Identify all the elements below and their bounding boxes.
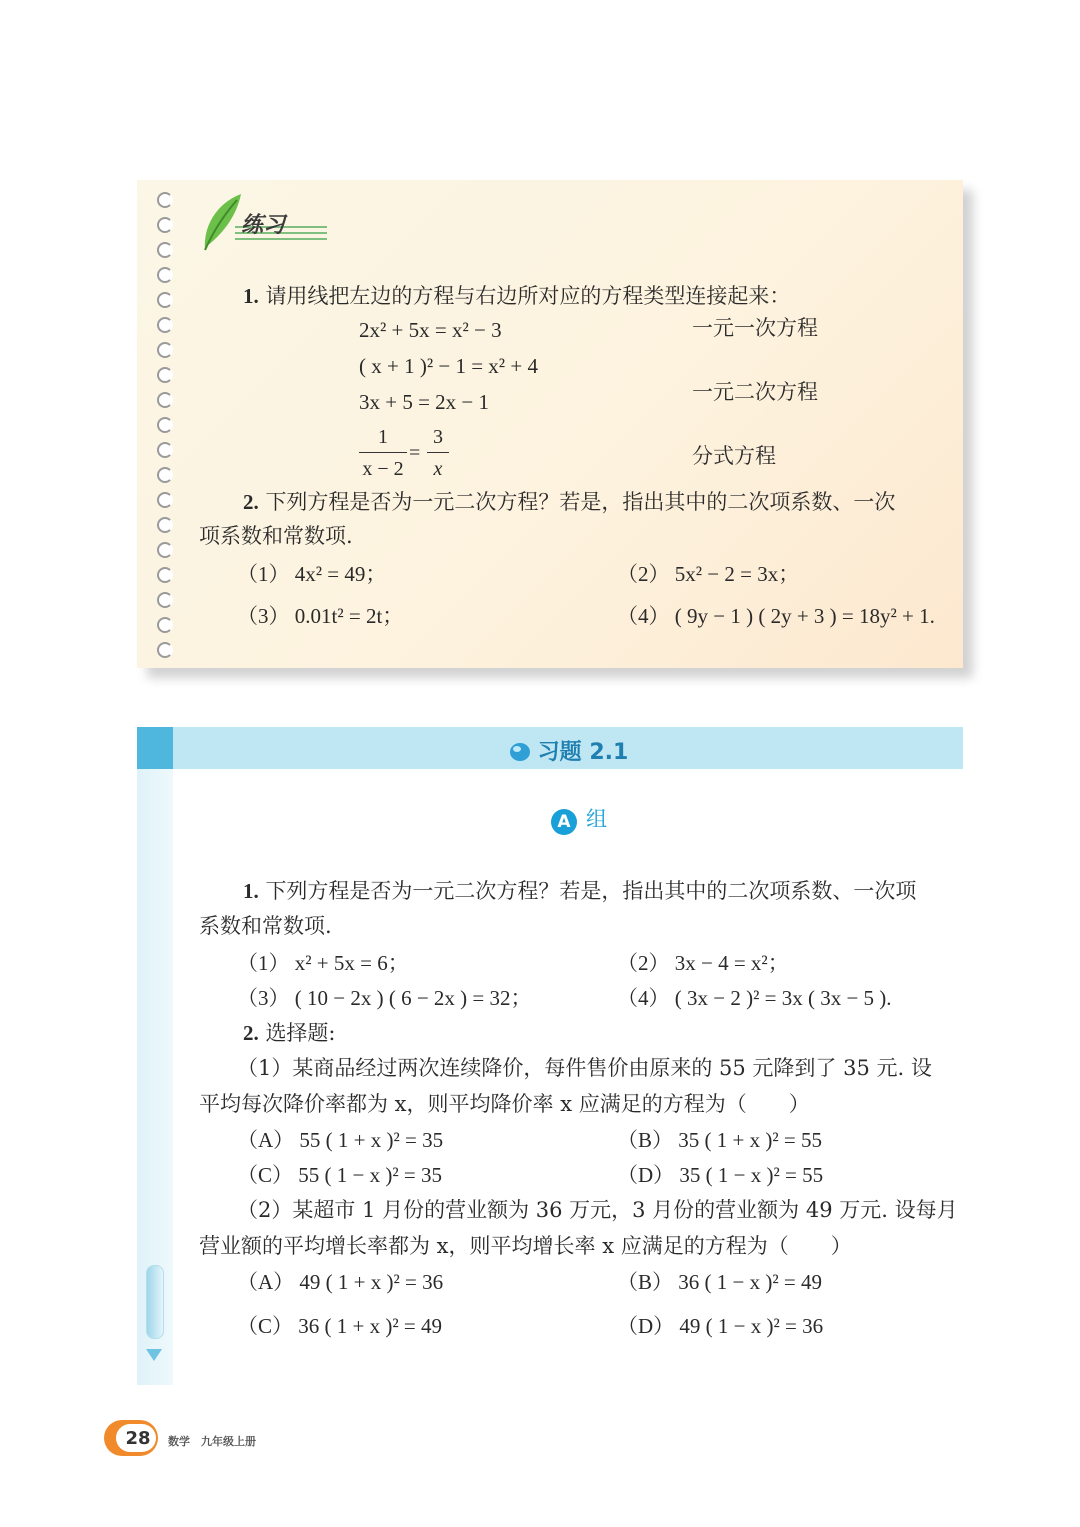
group-heading bbox=[551, 803, 607, 835]
exercise-q1 bbox=[243, 881, 916, 902]
binder-ring bbox=[157, 192, 173, 208]
binder-ring bbox=[157, 517, 173, 533]
binder-ring bbox=[157, 417, 173, 433]
question-text: 选择题: bbox=[265, 1021, 336, 1045]
exercise-title-text: 习题 2.1 bbox=[537, 740, 629, 765]
fraction-numerator: 3 bbox=[433, 426, 443, 448]
question-number: 2. bbox=[243, 490, 259, 514]
practice-q2 bbox=[243, 492, 895, 513]
binder-ring bbox=[157, 617, 173, 633]
binder-ring bbox=[157, 567, 173, 583]
question-text: 下列方程是否为一元二次方程？若是，指出其中的二次项系数、一次项 bbox=[265, 879, 917, 903]
exercise-header bbox=[173, 727, 963, 769]
binder-ring bbox=[157, 292, 173, 308]
binder-ring bbox=[157, 242, 173, 258]
fraction-numerator: 1 bbox=[378, 426, 388, 448]
practice-title: 练习 bbox=[241, 213, 286, 238]
practice-q1 bbox=[243, 286, 790, 307]
equals-sign: = bbox=[409, 442, 421, 464]
binder-ring bbox=[157, 342, 173, 358]
globe-icon bbox=[508, 742, 532, 762]
sub-item: （2） 3x − 4 = x²； bbox=[617, 951, 789, 975]
choice-option: （B） 36 ( 1 − x )² = 49 bbox=[617, 1270, 822, 1294]
question-number: 1. bbox=[243, 879, 259, 903]
choice-option: （D） 35 ( 1 − x )² = 55 bbox=[617, 1163, 824, 1187]
sub-item: （4） ( 9y − 1 ) ( 2y + 3 ) = 18y² + 1. bbox=[617, 604, 935, 628]
choice-option: （A） 49 ( 1 + x )² = 36 bbox=[237, 1270, 444, 1294]
equation: 3x + 5 = 2x − 1 bbox=[359, 390, 490, 414]
fraction-denominator: x − 2 bbox=[362, 458, 404, 480]
sub-question-text-cont: 平均每次降价率都为 x，则平均降价率 x 应满足的方程为（ ） bbox=[199, 1092, 810, 1116]
choice-option: （C） 36 ( 1 + x )² = 49 bbox=[237, 1314, 442, 1338]
sub-item: （1） 4x² = 49； bbox=[237, 562, 387, 586]
sub-question-text-cont: 营业额的平均增长率都为 x，则平均增长率 x 应满足的方程为（ ） bbox=[199, 1234, 852, 1258]
choice-option: （C） 55 ( 1 − x )² = 35 bbox=[237, 1163, 442, 1187]
practice-card bbox=[137, 180, 963, 668]
choice-option: （A） 55 ( 1 + x )² = 35 bbox=[237, 1128, 444, 1152]
group-label: 组 bbox=[586, 807, 608, 831]
sub-question-text: （1）某商品经过两次连续降价，每件售价由原来的 55 元降到了 35 元. 设 bbox=[237, 1056, 932, 1080]
binder-ring bbox=[157, 217, 173, 233]
group-badge: A bbox=[551, 809, 577, 835]
binder-ring bbox=[157, 642, 173, 658]
binder-ring bbox=[157, 492, 173, 508]
scroll-down-arrow-icon[interactable] bbox=[146, 1349, 162, 1361]
choice-option: （B） 35 ( 1 + x )² = 55 bbox=[617, 1128, 822, 1152]
sub-item: （2） 5x² − 2 = 3x； bbox=[617, 562, 800, 586]
question-number: 1. bbox=[243, 284, 259, 308]
fraction-denominator: x bbox=[433, 458, 443, 480]
choice-option: （D） 49 ( 1 − x )² = 36 bbox=[617, 1314, 824, 1338]
leaf-icon bbox=[197, 192, 245, 254]
sub-question-text: （2）某超市 1 月份的营业额为 36 万元，3 月份的营业额为 49 万元. 设每月 bbox=[237, 1198, 958, 1222]
equation: ( x + 1 )² − 1 = x² + 4 bbox=[359, 354, 538, 378]
sub-item: （3） 0.01t² = 2t； bbox=[237, 604, 404, 628]
binder-ring bbox=[157, 392, 173, 408]
binder-ring bbox=[157, 267, 173, 283]
question-text: 请用线把左边的方程与右边所对应的方程类型连接起来： bbox=[265, 284, 791, 308]
question-text-cont: 系数和常数项. bbox=[199, 914, 332, 938]
equation-type: 一元一次方程 bbox=[692, 316, 818, 340]
exercise-corner-block bbox=[137, 727, 173, 769]
equation-type: 分式方程 bbox=[692, 444, 776, 468]
sub-item: （3） ( 10 − 2x ) ( 6 − 2x ) = 32； bbox=[237, 986, 532, 1010]
sub-item: （4） ( 3x − 2 )² = 3x ( 3x − 5 ). bbox=[617, 986, 892, 1010]
page-number: 28 bbox=[125, 1428, 151, 1449]
fraction-bar bbox=[359, 452, 407, 453]
binder-ring bbox=[157, 592, 173, 608]
binder-ring bbox=[157, 542, 173, 558]
binder-ring bbox=[157, 367, 173, 383]
binder-ring bbox=[157, 317, 173, 333]
sub-item: （1） x² + 5x = 6； bbox=[237, 951, 409, 975]
equation: 2x² + 5x = x² − 3 bbox=[359, 318, 502, 342]
question-text: 下列方程是否为一元二次方程？若是，指出其中的二次项系数、一次 bbox=[265, 490, 896, 514]
scrollbar-thumb[interactable] bbox=[146, 1265, 164, 1339]
question-number: 2. bbox=[243, 1021, 259, 1045]
exercise-title bbox=[173, 735, 963, 766]
equation-type: 一元二次方程 bbox=[692, 380, 818, 404]
binder-ring bbox=[157, 442, 173, 458]
book-title: 数学 九年级上册 bbox=[168, 1435, 256, 1448]
exercise-q2 bbox=[243, 1023, 336, 1044]
fraction-bar bbox=[427, 452, 449, 453]
binder-ring bbox=[157, 467, 173, 483]
question-text-cont: 项系数和常数项. bbox=[199, 524, 353, 548]
